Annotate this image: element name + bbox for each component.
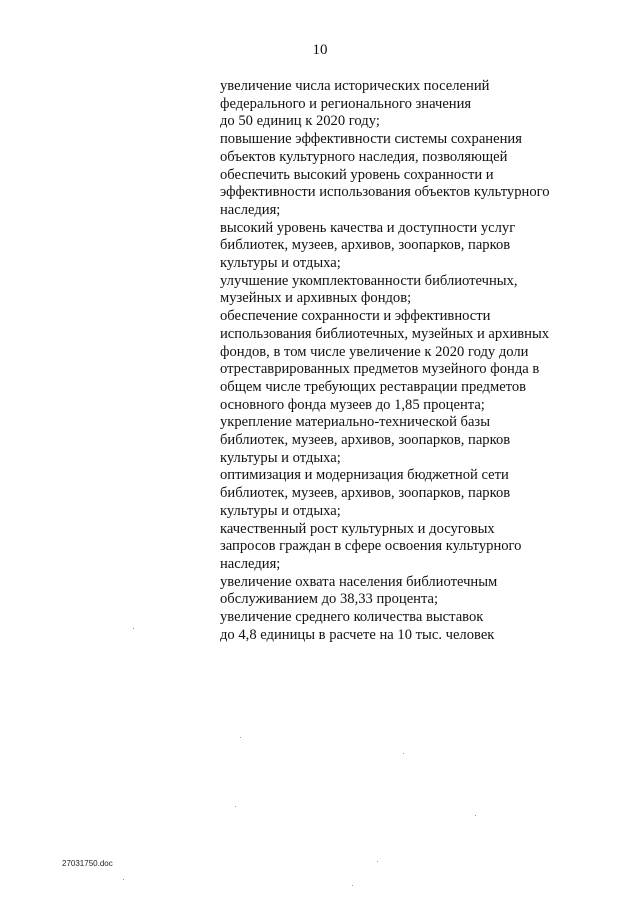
text-line: культуры и отдыха;: [220, 255, 341, 272]
text-line: культуры и отдыха;: [220, 502, 341, 519]
text-line: улучшение укомплектованности библиотечных,: [220, 272, 518, 289]
text-line: увеличение числа исторических поселений: [220, 78, 490, 94]
text-line: библиотек, музеев, архивов, зоопарков, парков: [220, 485, 511, 502]
text-line: качественный рост культурных и досуговых: [220, 520, 495, 537]
body-text: [220, 78, 620, 645]
scan-speck: [377, 861, 378, 862]
text-line: федерального и регионального значения: [220, 95, 472, 112]
text-line: общем числе требующих реставрации предметов: [220, 378, 527, 395]
text-line: обслуживанием до 38,33 процента;: [220, 591, 439, 608]
scan-speck: [123, 879, 124, 880]
text-line: укрепление материально-технической базы: [220, 414, 490, 431]
page-number: 10: [312, 42, 328, 58]
text-line: библиотек, музеев, архивов, зоопарков, парков: [220, 237, 511, 254]
text-line: наследия;: [220, 201, 281, 218]
scan-speck: [475, 815, 476, 816]
scan-speck: [352, 885, 353, 886]
text-line: повышение эффективности системы сохранения: [220, 131, 522, 148]
text-line: увеличение охвата населения библиотечным: [220, 573, 498, 590]
text-line: обеспечить высокий уровень сохранности и: [220, 166, 494, 183]
scan-speck: [403, 753, 404, 754]
text-line: обеспечение сохранности и эффективности: [220, 308, 491, 325]
footer-file-code: 27031750.doc: [62, 859, 113, 868]
scan-speck: [235, 806, 236, 807]
text-line: оптимизация и модернизация бюджетной сети: [220, 467, 509, 484]
scan-speck: [133, 628, 134, 629]
text-line: запросов граждан в сфере освоения культурного: [220, 538, 522, 555]
text-line: основного фонда музеев до 1,85 процента;: [220, 396, 485, 413]
scan-speck: [240, 737, 241, 738]
text-line: использования библиотечных, музейных и архивных: [220, 325, 550, 342]
text-line: наследия;: [220, 555, 281, 572]
text-line: до 4,8 единицы в расчете на 10 тыс. человек: [220, 626, 495, 643]
text-line: объектов культурного наследия, позволяющей: [220, 148, 508, 165]
text-line: эффективности использования объектов культурного: [220, 184, 550, 201]
text-line: до 50 единиц к 2020 году;: [220, 113, 380, 130]
text-line: фондов, в том числе увеличение к 2020 году доли: [220, 343, 529, 360]
text-line: культуры и отдыха;: [220, 449, 341, 466]
text-line: музейных и архивных фондов;: [220, 290, 412, 307]
text-line: увеличение среднего количества выставок: [220, 609, 484, 626]
text-line: высокий уровень качества и доступности услуг: [220, 219, 516, 236]
text-line: отреставрированных предметов музейного фонда в: [220, 361, 540, 378]
text-line: библиотек, музеев, архивов, зоопарков, парков: [220, 432, 511, 449]
